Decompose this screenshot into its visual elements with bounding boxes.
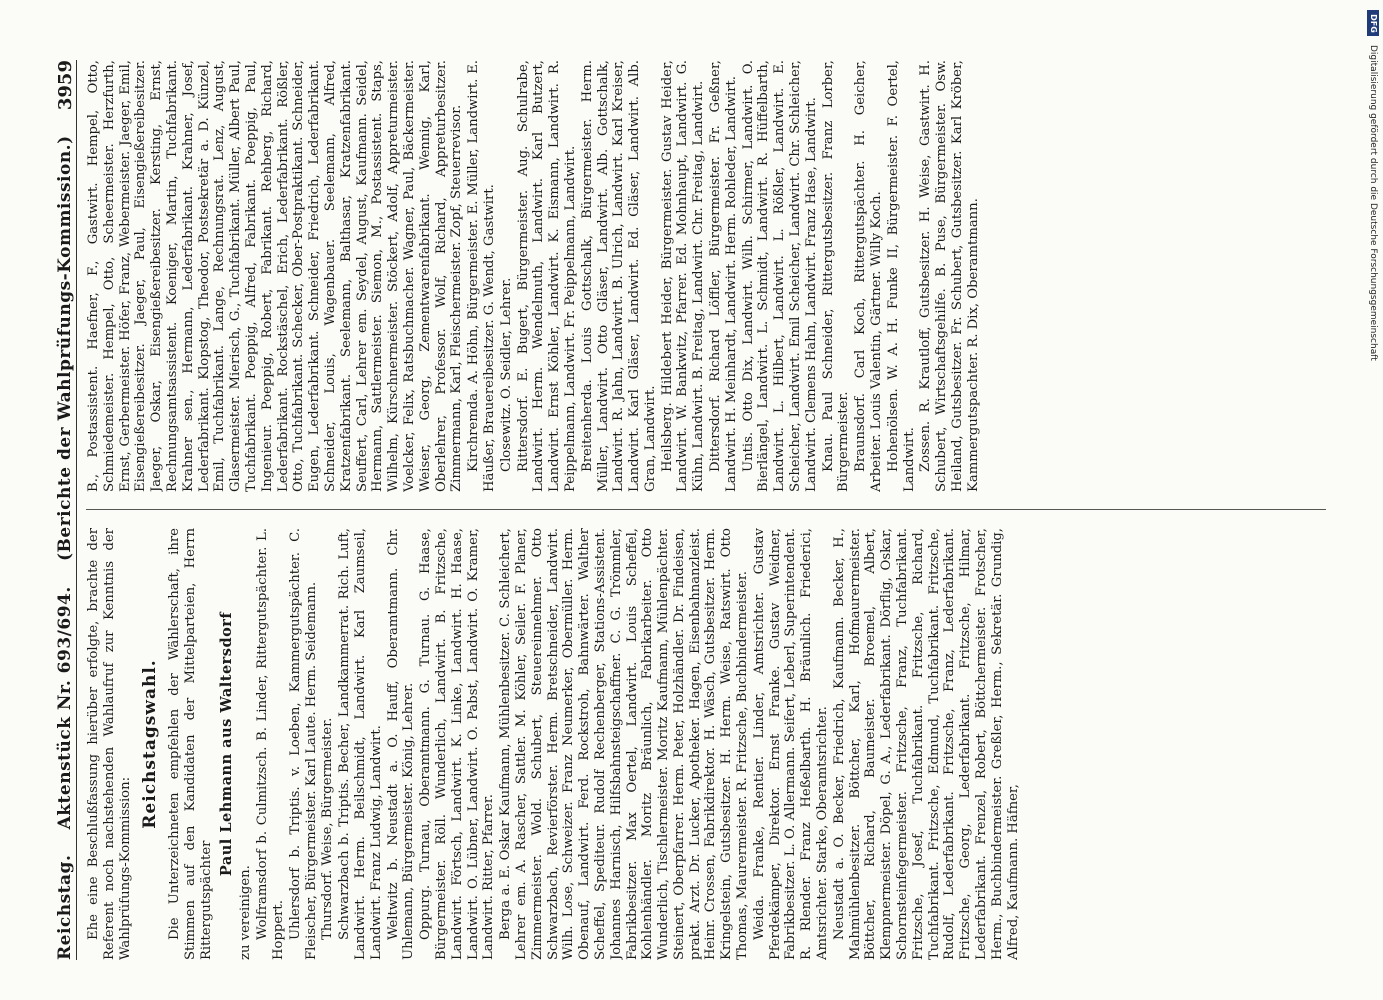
header-document-number: Aktenstück Nr. 693/694. [55,586,76,830]
signatory-entry: Uhlersdorf b. Triptis. v. Loeben, Kammergutspächter. C. Fleischer, Bürgermeister. Karl Laute. Herm. Seidemann. [287,528,319,960]
intro-paragraph: Ehe eine Beschlußfassung hierüber erfolgte, brachte der Referent noch nachstehenden Wahlaufruf zur Kenntnis der Wahlprüfungs-Kommission: [86,528,133,960]
signatory-entry: Knau. Paul Schneider, Rittergutsbesitzer. Franz Lorber, Bürgermeister. [820,60,852,492]
dfg-logo-text: DFG [1368,13,1378,33]
signatory-entry: Berga a. E. Oskar Kaufmann, Mühlenbesitzer. C. Schleichert, Lehrer em. A. Rascher, Sattler. M. Köhler, Seiler. F. Planer, Zimmermeister. Wold. Schubert, Steuereinnehmer. Otto Schwarzbach, Revierförster. Herm. Bretschneider, Landwirt. Wilh. Lose, Schweizer. Franz Neumerker, Obermüller. Herm. Obenauf, Landwirt. Ferd. Rockstroh, Bahnwärter. Walther Scheffel, Spediteur. Rudolf Rechenberger, Stations-Assistent. Johannes Harnisch, Hilfsbahnsteigschaffner. C. G. Trömmler, Fabrikbesitzer. Max Oertel, Landwirt. Louis Scheffel, Kohlenhändler. Moritz Bräunlich, Fabrikarbeiter. Otto Wunderlich, Tischlermeister. Moritz Kaufmann, Mühlenpächter. Steinert, Oberpfarrer. Herm. Peter, Holzhändler. Dr. Findeisen, prakt. Arzt. Dr. Lucker, Apotheker. Hagen, Eisenbahnanzleist. Heinr. Crossen, Fabrikdirektor. H. Wäsch, Gutsbesitzer. Herm. Kringelstein, Gutsbesitzer. H. Herm. Weise, Ratswirt. Otto Thomas, Maurermeister. R. Fritzsche, Buchbindermeister. [498,528,751,960]
signatory-entry: Wolframsdorf b. Culmitzsch. B. Linder, Rittergutspächter. L. Hoppert. [255,528,286,960]
signatory-entry: Weida. Franke, Rentier. Linder, Amtsrichter. Gustav Pferdekämper, Direktor. Ernst Franke. Gustav Weidner, Fabrikbesitzer. L. O. Allermann. Seifert, Leberl, Superintendent. R. Rlender. Franz Heßelbarth. H. Bräunlich. Friederici, Amtsrichter. Starke, Oberamtsrichter. [751,528,831,960]
signatory-entry: Braunsdorf. Carl Koch, Rittergutspächter. H. Geicher, Arbeiter. Louis Valentin, Gärtner. Willy Koch. [853,60,885,492]
signatory-entry: Rittersdorf. E. Bugert, Bürgermeister. Aug. Schulrabe, Landwirt. Herm. Wendelmuth, Landwirt. Karl Butzert, Landwirt. Ernst Köhler, Landwirt. K. Eismann, Landwirt. R. Peippelmann, Landwirt. Fr. Peippelmann, Landwirt. [515,60,578,492]
signatory-entry: Weltwitz b. Neustadt a. O. Hauff, Oberamtmann. Chr. Uhlemann, Bürgermeister. König, Lehrer. [385,528,417,960]
signatory-entry: Closewitz. O. Seidler, Lehrer. [498,277,514,472]
signatory-entry: Hohenölsen. W. A. H. Funke II, Bürgermeister. F. Oertel, Landwirt. [885,60,917,492]
signatory-entry: Dittersdorf. Richard Löffler, Bürgermeister. Fr. Geßner, Landwirt. H. Meinhardt, Landwirt. Herm. Rohleder, Landwirt. [708,60,739,492]
page-header [40,60,77,960]
text-columns [86,60,1326,960]
signatory-entry: Kirchremda. A. Höhn, Bürgermeister. E. Müller, Landwirt. E. Häußer, Brauereibesitzer. G. Wendt, Gastwirt. [466,60,497,492]
recommendation-paragraph: Die Unterzeichneten empfehlen der Wählerschaft, ihre Stimmen auf den Kandidaten der Mittelparteien, Herrn Rittergutspächter [167,528,214,960]
section-title: Reichstagswahl. [140,659,161,829]
signatory-entry: Thursdorf. Weise, Bürgermeister. [320,717,336,940]
rotated-page-content [40,60,1340,960]
signatory-entry: Zossen. R. Krautloff, Gutsbesitzer. H. Weise, Gastwirt. H. Schubert, Wirtschaftsgehilfe. B. Puse, Bürgermeister. Osw. Heiland, Gutsbesitzer. Fr. Schubert, Gutsbesitzer. Karl Kröber, Kammergutspachter. R. Dix, Oberamtmann. [918,60,981,492]
right-column [86,60,1326,492]
signatory-entry: Oppurg. Turnau, Oberamtmann. G. Turnau. G. Haase, Bürgermeister. Röll. Wunderlich, Landwirt. B. Fritzsche, Landwirt. Förtsch, Landwirt. K. Linke, Landwirt. H. Haase, Landwirt. O. Lübner, Landwirt. O. Pabst, Landwirt. O. Kramer, Landwirt. Ritter, Pfarrer. [418,528,497,960]
unite-text: zu vereinigen. [238,865,254,960]
signatory-entry: Untis. Otto Dix, Landwirt. Wilh. Schirmer, Landwirt. O. Bierlängel, Landwirt. L. Schmidt, Landwirt. R. Hüffelbarth, Landwirt. L. Hilbert, Landwirt. L. Rößler, Landwirt. E. Scheicher, Landwirt. Emil Scheicher, Landwirt. Chr. Schleicher, Landwirt. Clemens Hahn, Landwirt. Franz Hase, Landwirt. [740,60,819,492]
funding-note [1366,45,1380,945]
header-title: (Berichte der Wahlprüfungs-Kommission.) [55,135,76,561]
signatory-entry: Schwarzbach b. Triptis. Becher, Landkammerrat. Rich. Luft, Landwirt. Herm. Beilschmidt, Landwirt. Karl Zaumseil, Landwirt. Franz Ludwig, Landwirt. [337,528,384,960]
dfg-logo [1367,10,1379,36]
page-number: 3959 [55,60,77,111]
signatory-entry: B., Postassistent. Haefner, F., Gastwirt. Hempel, Otto, Schmiedemeister. Hempel, Otto, Scheermeister. Herzfurth, Ernst, Gerbermeister. Höfer, Franz, Webermeister. Jaeger, Emil, Eisengießereibesitzer. Jaeger, Paul, Eisengießereibesitzer. Jaeger, Oskar, Eisengießereibesitzer. Kersting, Ernst, Rechnungsamtsassistent. Koeniger, Martin, Tuchfabrikant. Krahner sen., Hermann, Lederfabrikant. Krahner, Josef, Lederfabrikant. Klopstog, Theodor, Postsekretär a. D. Künzel, Emil, Tuchfabrikant. Lange, Rechnungsrat. Lenz, August, Glasermeister. Mierisch, G., Tuchfabrikant. Müller, Albert Paul, Tuchfabrikant. Poeppig, Alfred, Fabrikant. Poeppig, Paul, Ingenieur. Poeppig, Robert, Fabrikant. Rehberg, Richard, Lederfabrikant. Rockstäschel, Erich, Lederfabrikant. Rößler, Otto, Tuchfabrikant. Schecker, Ober-Postpraktikant. Schneider, Eugen, Lederfabrikant. Schneider, Friedrich, Lederfabrikant. Schneider, Louis, Wagenbauer. Seelemann, Alfred, Kratzenfabrikant. Seelemann, Balthasar, Kratzenfabrikant. Seuffert, Carl, Lehrer em. Seydel, August, Kaufmann. Seidel, Hermann, Sattlermeister. Siemon, M., Postassistent. Staps, Wilhelm, Kürschnermeister. Stöckert, Adolf, Appreturmeister. Voelcker, Felix, Ratsbuchmacher. Wagner, Paul, Bäckermeister. Weiser, Georg, Zementwarenfabrikant. Wennig, Karl, Oberlehrer, Professor. Wolf, Richard, Appreturbesitzer. Zimmermann, Karl, Fleischermeister. Zopf, Steuerrevisor. [86,60,465,492]
signatory-entry: Breitenherda. Louis Gottschalk, Bürgermeister. Herm. Müller, Landwirt. Otto Gläser, Landwirt. Alb. Gottschalk, Landwirt. R. Jahn, Landwirt. B. Ulrich, Landwirt. Karl Kreiser, Landwirt. Karl Gläser, Landwirt. Ed. Gläser, Landwirt. Alb. Gran, Landwirt. [579,60,658,492]
signatory-entry: Heilsberg. Hildebert Heider, Bürgermeister. Gustav Heider, Landwirt. W. Bankwitz, Pfarrer. Ed. Mohnhaupt, Landwirt. G. Kühn, Landwirt. B. Freitag, Landwirt. Chr. Freitag, Landwirt. [659,60,707,492]
candidate-name: Paul Lehmann aus Waltersdorf [217,611,235,877]
header-left: Reichstag. [55,854,76,960]
funding-text: Digitalisierung gefördert durch die Deutsche Forschungsgemeinschaft [1368,45,1378,361]
column-divider [86,510,1326,511]
signatory-entry: Neustadt a. O. Becker, Friedrich, Kaufmann. Becker, H., Mahmühlenbesitzer. Böttcher, Karl, Hofmaurermeister. Böttcher, Richard, Baumeister. Broemel, Albert, Klempnermeister. Döpel, G. A., Lederfabrikant. Dörflig, Oskar, Schornsteinfegermeister. Fritzsche, Franz, Tuchfabrikant. Fritzsche, Josef, Tuchfabrikant. Fritzsche, Richard, Tuchfabrikant. Fritzsche, Edmund, Tuchfabrikant. Fritzsche, Rudolf, Lederfabrikant. Fritzsche, Franz, Lederfabrikant. Fritzsche, Georg, Lederfabrikant. Fritzsche, Hilmar, Lederfabrikant. Frenzel, Robert, Böttchermeister. Frotscher, Herm., Buchbindermeister. Greßler, Herm., Sekretär. Grundig, Alfred, Kaufmann. Häfner, [831,528,1021,960]
left-column [86,528,1326,960]
